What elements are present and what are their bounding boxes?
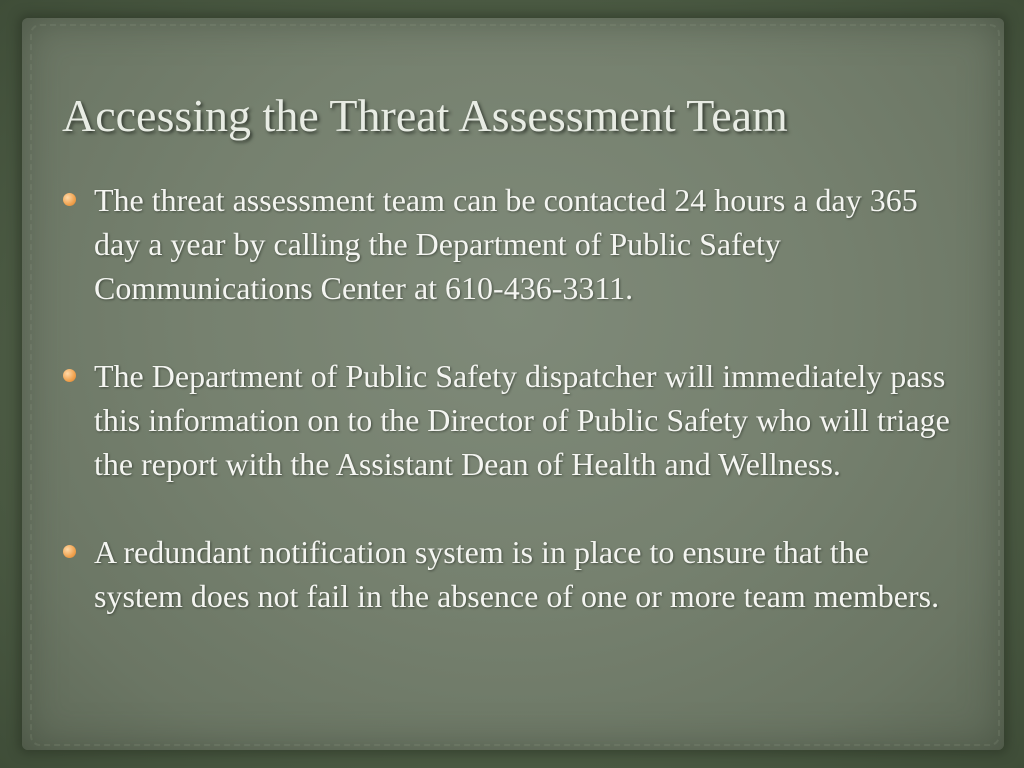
bullet-item-contact — [62, 178, 962, 310]
bullet-list — [62, 178, 962, 662]
bullet-item-dispatcher — [62, 354, 962, 486]
bullet-text: A redundant notification system is in place to ensure that the system does not fail in the absence of one or more team members. — [94, 534, 940, 614]
bullet-dot-icon — [63, 369, 76, 382]
bullet-item-redundant — [62, 530, 962, 618]
slide-title: Accessing the Threat Assessment Team — [62, 90, 788, 141]
bullet-dot-icon — [63, 545, 76, 558]
bullet-text: The threat assessment team can be contacted 24 hours a day 365 day a year by calling the Department of Public Safety Communications Center at 610-436-3311. — [94, 182, 918, 306]
bullet-text: The Department of Public Safety dispatcher will immediately pass this information on to the Director of Public Safety who will triage the report with the Assistant Dean of Health and Wellness. — [94, 358, 950, 482]
bullet-dot-icon — [63, 193, 76, 206]
